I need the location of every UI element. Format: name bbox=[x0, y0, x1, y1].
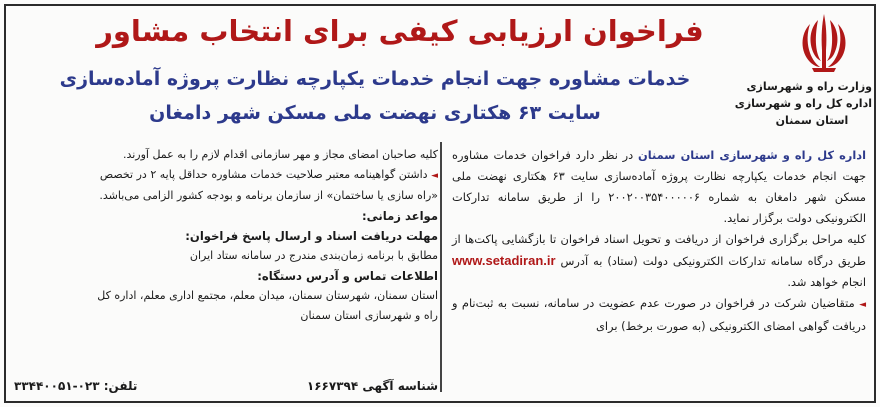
ad-id-value: ۱۶۶۷۳۹۴ bbox=[306, 379, 359, 393]
steps-text: کلیه مراحل برگزاری فراخوان از دریافت و تحویل اسناد فراخوان تا بازگشایی پاکت‌ها از طریق درگاه سامانه تدارکات الکترونیکی دولت (ستاد) به آدرس bbox=[452, 232, 866, 268]
bullet-icon: ◄ bbox=[431, 171, 438, 181]
deadline-text: مطابق با برنامه زمان‌بندی مندرج در سامانه ستاد ایران bbox=[189, 249, 438, 262]
column-divider bbox=[440, 142, 442, 392]
phone-number: ۰۲۳-۳۳۴۴۰۰۵۱ bbox=[14, 379, 100, 393]
contact-heading: اطلاعات تماس و آدرس دستگاه: bbox=[257, 269, 438, 283]
intro-text: در نظر دارد فراخوان خدمات مشاوره جهت انجام خدمات یکپارچه نظارت پروژه آماده‌سازی سایت ۶۳ هکتاری نهضت ملی مسکن شهر دامغان به شماره ۲۰۰۲۰۰۳۵۴۰۰۰۰۰۶ را از طریق سامانه تدارکات الکترونیکی دولت برگزار نماید. bbox=[452, 148, 867, 225]
setadiran-link[interactable]: www.setadiran.ir bbox=[452, 253, 556, 268]
steps-paragraph bbox=[452, 229, 866, 293]
intro-highlight: اداره کل راه و شهرسازی استان سمنان bbox=[638, 148, 867, 162]
certificate-line bbox=[14, 165, 438, 186]
right-column bbox=[452, 145, 866, 337]
directorate-name: اداره کل راه و شهرسازی bbox=[734, 97, 872, 110]
province-name: استان سمنان bbox=[775, 114, 849, 127]
subtitle-line-2: سایت ۶۳ هکتاری نهضت ملی مسکن شهر دامغان bbox=[149, 102, 601, 124]
ministry-block bbox=[734, 78, 872, 129]
left-column bbox=[14, 145, 438, 326]
iran-emblem-icon bbox=[792, 10, 856, 76]
subtitle-line-1: خدمات مشاوره جهت انجام خدمات یکپارچه نظارت پروژه آماده‌سازی bbox=[59, 68, 691, 90]
page-subtitle bbox=[20, 62, 730, 130]
footer-row bbox=[14, 379, 438, 393]
intro-paragraph bbox=[452, 145, 866, 229]
bullet-icon: ◄ bbox=[859, 300, 866, 310]
address-line-1: استان سمنان، شهرستان سمنان، میدان معلم، مجتمع اداری معلم، اداره کل bbox=[97, 289, 438, 302]
timing-heading: مواعد زمانی: bbox=[362, 209, 438, 223]
phone-label: تلفن: bbox=[103, 379, 138, 393]
phone-block bbox=[14, 379, 137, 393]
address-line-2: راه و شهرسازی استان سمنان bbox=[300, 309, 438, 322]
deadline-heading: مهلت دریافت اسناد و ارسال پاسخ فراخوان: bbox=[185, 229, 438, 243]
specialty-line: «راه سازی یا ساختمان» از سازمان برنامه و بودجه کشور الزامی می‌باشد. bbox=[99, 189, 438, 202]
note-paragraph bbox=[452, 293, 866, 337]
steps-tail: انجام خواهد شد. bbox=[787, 275, 866, 289]
note-text: متقاضیان شرکت در فراخوان در صورت عدم عضویت در سامانه، نسبت به ثبت‌نام و دریافت گواهی امضای الکترونیکی (به صورت برخط) برای bbox=[452, 296, 866, 333]
certificate-text: داشتن گواهینامه معتبر صلاحیت خدمات مشاوره حداقل پایه ۲ در تخصص bbox=[99, 168, 428, 181]
signature-line: کلیه صاحبان امضای مجاز و مهر سازمانی اقدام لازم را به عمل آورند. bbox=[122, 148, 438, 161]
ad-id-block bbox=[307, 379, 438, 393]
ad-id-label: شناسه آگهی bbox=[362, 379, 438, 393]
page-title: فراخوان ارزیابی کیفی برای انتخاب مشاور bbox=[96, 14, 704, 48]
ministry-name: وزارت راه و شهرسازی bbox=[746, 80, 872, 93]
